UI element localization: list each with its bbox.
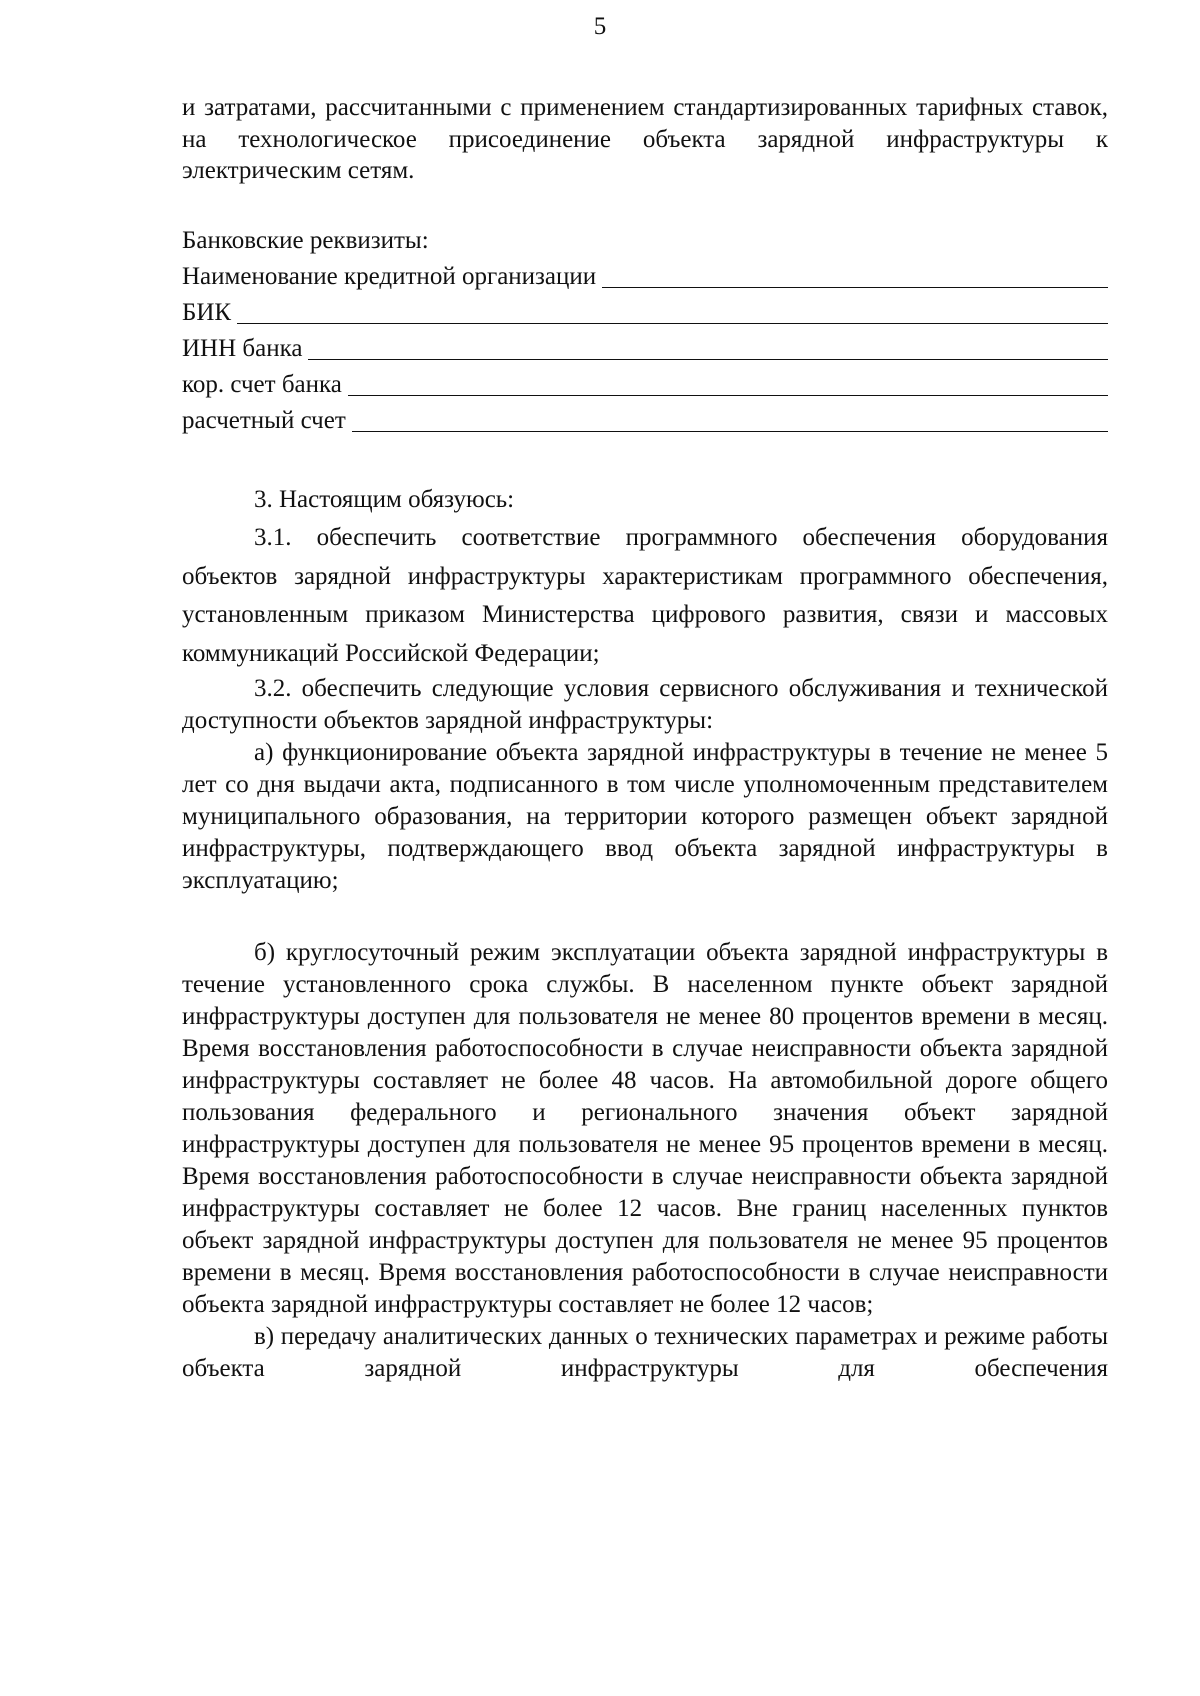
bank-inn-label: ИНН банка bbox=[182, 334, 303, 362]
bank-name-field bbox=[182, 259, 1108, 295]
bank-name-label: Наименование кредитной организации bbox=[182, 262, 597, 290]
page-number: 5 bbox=[593, 13, 607, 40]
corr-account-blank[interactable] bbox=[348, 394, 1108, 396]
paragraph-v: в) передачу аналитических данных о технических параметрах и режиме работы объекта зарядной инфраструктуры для обеспечения bbox=[182, 1323, 1108, 1382]
section-3-heading: 3. Настоящим обязуюсь: bbox=[254, 485, 515, 513]
bank-details-title: Банковские реквизиты: bbox=[182, 226, 429, 254]
paragraph-a: а) функционирование объекта зарядной инфраструктуры в течение не менее 5 лет со дня выдачи акта, подписанного в том числе уполномоченным представителем муниципального образования, на территории которого размещен объект зарядной инфраструктуры, подтверждающего ввод объекта зарядной инфраструктуры в эксплуатацию; bbox=[182, 739, 1108, 894]
corr-account-field bbox=[182, 367, 1108, 403]
bik-blank[interactable] bbox=[237, 322, 1108, 324]
bank-inn-blank[interactable] bbox=[308, 358, 1108, 360]
settlement-account-blank[interactable] bbox=[352, 430, 1108, 432]
paragraph-3-2: 3.2. обеспечить следующие условия сервисного обслуживания и технической доступности объектов зарядной инфраструктуры: bbox=[182, 675, 1108, 734]
bank-inn-field bbox=[182, 331, 1108, 367]
paragraph-b: б) круглосуточный режим эксплуатации объекта зарядной инфраструктуры в течение установленного срока службы. В населенном пункте объект зарядной инфраструктуры доступен для пользователя не менее 80 процентов времени в месяц. Время восстановления работоспособности в случае неисправности объекта зарядной инфраструктуры составляет не более 48 часов. На автомобильной дороге общего пользования федерального и регионального значения объект зарядной инфраструктуры доступен для пользователя не менее 95 процентов времени в месяц. Время восстановления работоспособности в случае неисправности объекта зарядной инфраструктуры составляет не более 12 часов. Вне границ населенных пунктов объект зарядной инфраструктуры доступен для пользователя не менее 95 процентов времени в месяц. Время восстановления работоспособности в случае неисправности объекта зарядной инфраструктуры составляет не более 12 часов; bbox=[182, 939, 1108, 1318]
corr-account-label: кор. счет банка bbox=[182, 370, 342, 398]
settlement-account-label: расчетный счет bbox=[182, 406, 346, 434]
intro-paragraph: и затратами, рассчитанными с применением стандартизированных тарифных ставок, на технологическое присоединение объекта зарядной инфраструктуры к электрическим сетям. bbox=[182, 94, 1108, 184]
paragraph-3-1: 3.1. обеспечить соответствие программного обеспечения оборудования объектов зарядной инфраструктуры характеристикам программного обеспечения, установленным приказом Министерства цифрового развития, связи и массовых коммуникаций Российской Федерации; bbox=[182, 524, 1108, 667]
bank-name-blank[interactable] bbox=[602, 286, 1108, 288]
bik-label: БИК bbox=[182, 298, 232, 326]
bik-field bbox=[182, 295, 1108, 331]
settlement-account-field bbox=[182, 403, 1108, 439]
document-body bbox=[182, 92, 1108, 1385]
